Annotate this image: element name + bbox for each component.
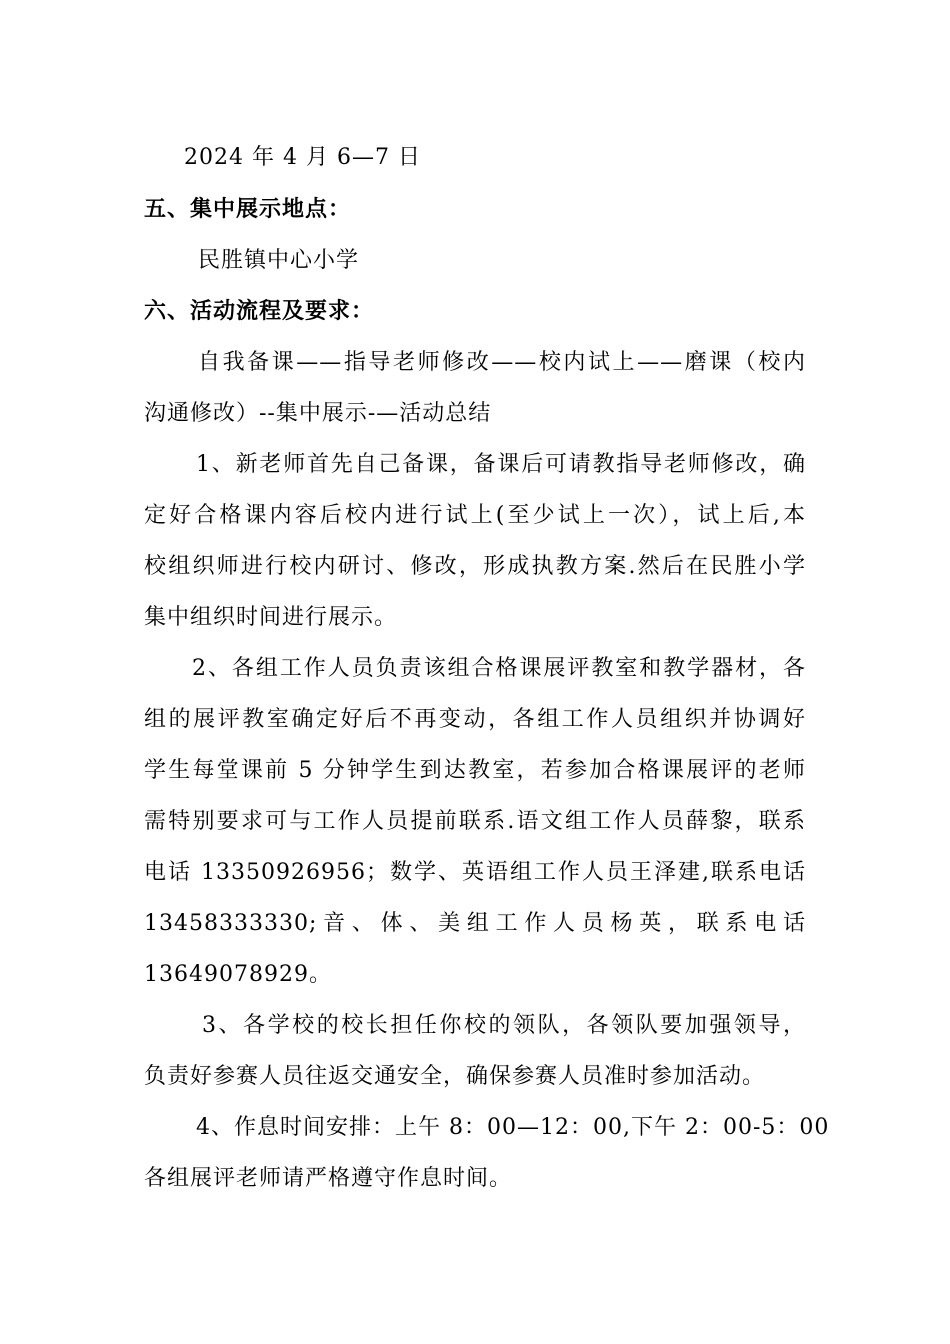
date-line: 2024 年 4 月 6—7 日 — [184, 145, 421, 170]
section5-content: 民胜镇中心小学 — [198, 248, 360, 273]
item1-line-2: 定好合格课内容后校内进行试上(至少试上一次），试上后,本 — [144, 503, 807, 528]
item1-line-3: 校组织师进行校内研讨、修改，形成执教方案.然后在民胜小学 — [144, 554, 806, 579]
item3-line-1: 3、各学校的校长担任你校的领队，各领队要加强领导， — [202, 1013, 806, 1038]
section5-heading: 五、集中展示地点： — [144, 197, 352, 222]
item1-line-4: 集中组织时间进行展示。 — [144, 605, 398, 630]
flow-line-1: 自我备课——指导老师修改——校内试上——磨课（校内 — [198, 350, 806, 375]
item2-line-5: 电话 13350926956；数学、英语组工作人员王泽建,联系电话 — [144, 860, 806, 885]
item2-line-7: 13649078929。 — [144, 962, 332, 987]
item1-line-1: 1、新老师首先自己备课，备课后可请教指导老师修改，确 — [196, 452, 806, 477]
item2-line-4: 需特别要求可与工作人员提前联系.语文组工作人员薛黎，联系 — [144, 809, 806, 834]
section6-heading: 六、活动流程及要求： — [144, 299, 375, 324]
item4-line-2: 各组展评老师请严格遵守作息时间。 — [144, 1166, 513, 1191]
item3-line-2: 负责好参赛人员往返交通安全，确保参赛人员准时参加活动。 — [144, 1064, 766, 1089]
flow-line-2: 沟通修改）--集中展示-—活动总结 — [144, 401, 492, 426]
item2-line-3: 学生每堂课前 5 分钟学生到达教室，若参加合格课展评的老师 — [144, 758, 806, 783]
item4-line-1: 4、作息时间安排：上午 8：00—12：00,下午 2：00-5：00 — [196, 1115, 830, 1140]
item2-line-1: 2、各组工作人员负责该组合格课展评教室和教学器材，各 — [192, 656, 806, 681]
item2-line-6: 13458333330;音、体、美组工作人员杨英，联系电话 — [144, 911, 806, 936]
item2-line-2: 组的展评教室确定好后不再变动，各组工作人员组织并协调好 — [144, 707, 806, 732]
